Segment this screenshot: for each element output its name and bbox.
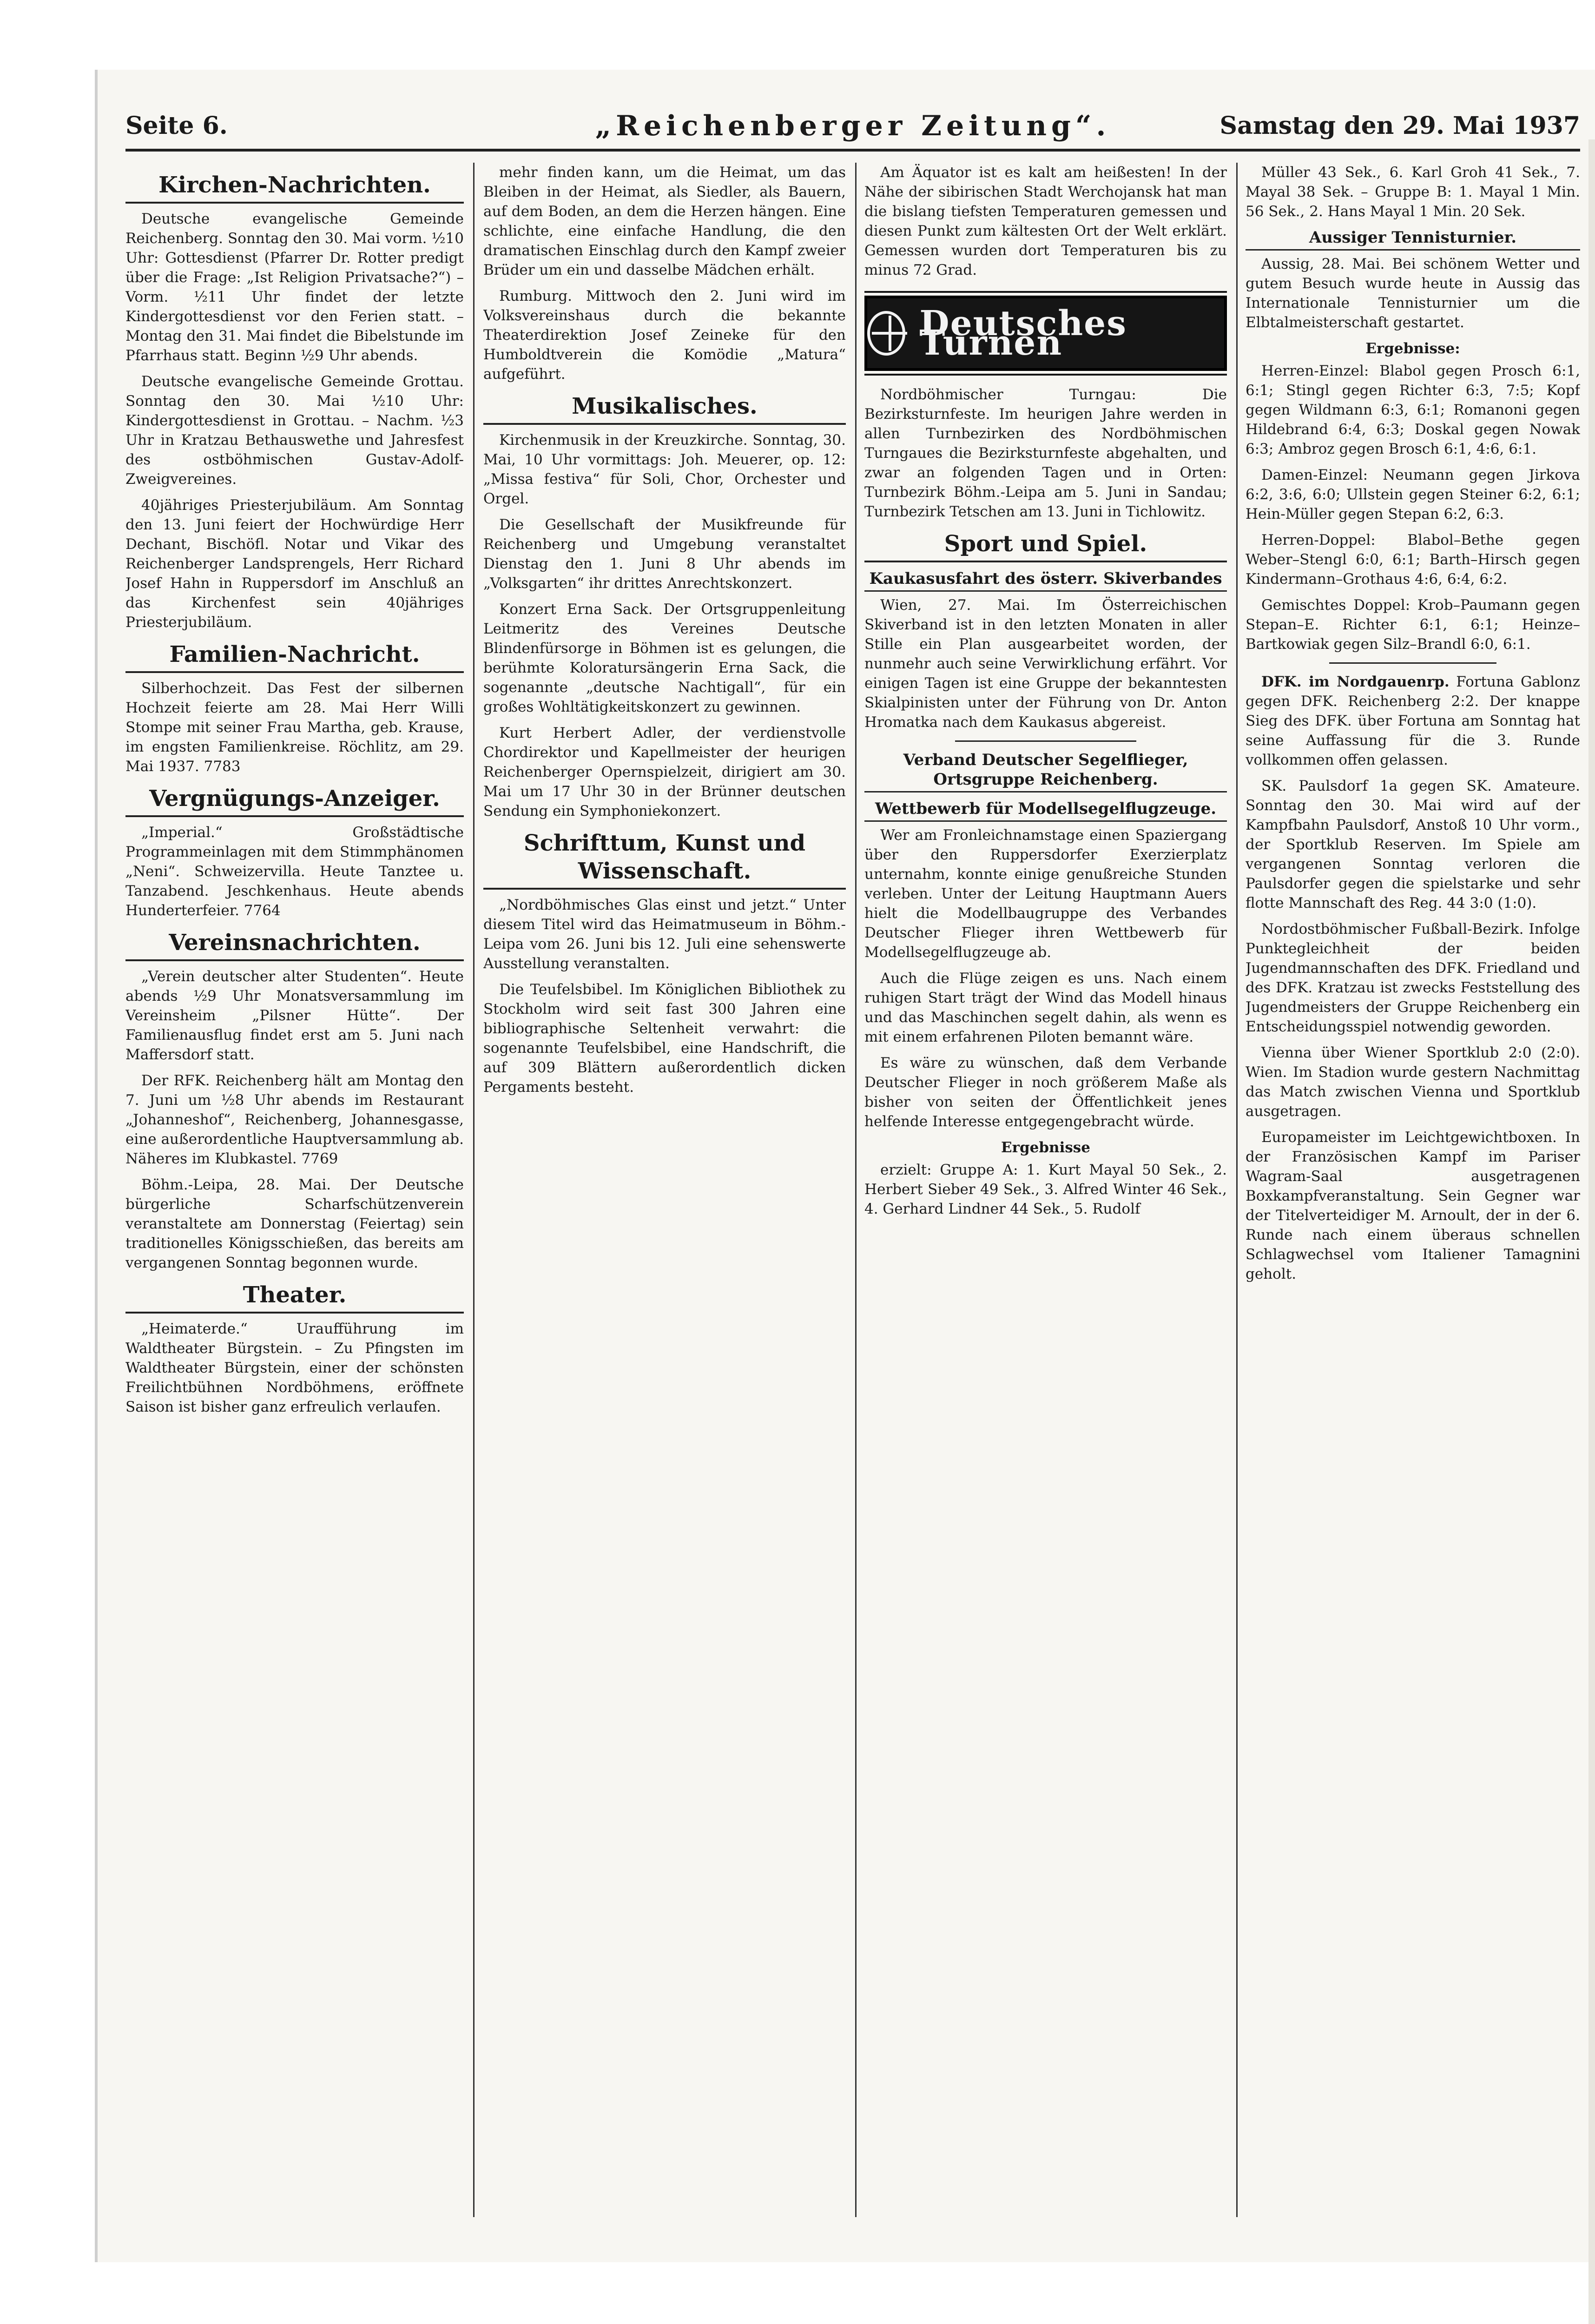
column-3 <box>864 163 1227 2217</box>
article-paragraph: Es wäre zu wünschen, daß dem Verbande Deutscher Flieger in noch größerem Maße als bisher von seiten der Öffentlichkeit jenes helfende Interesse entgegengebracht würde. <box>864 1055 1227 1130</box>
article-paragraph: Die Teufelsbibel. Im Königlichen Bibliothek zu Stockholm wird seit fast 300 Jahren eine bibliographische Seltenheit verwahrt: die sogenannte Teufelsbibel, eine Handschrift, die auf 309 Blättern außerordentlich dicken Pergaments besteht. <box>483 981 846 1096</box>
results-text: erzielt: Gruppe A: 1. Kurt Mayal 50 Sek., 2. Herbert Sieber 49 Sek., 3. Alfred Winter 46 Sek., 4. Gerhard Lindner 44 Sek., 5. Rudolf <box>864 1162 1227 1217</box>
article-paragraph: Der RFK. Reichenberg hält am Montag den 7. Juni um ½8 Uhr abends im Restaurant „Johanneshof“, Reichenberg, Johannesgasse, eine außerordentliche Hauptversammlung ab. Näheres im Klubkastel. 7769 <box>125 1072 464 1167</box>
column-1 <box>125 163 464 2217</box>
page-header <box>125 107 1580 152</box>
deutsches-turnen-banner <box>864 296 1227 371</box>
section-heading-familie: Familien-Nachricht. <box>125 640 464 673</box>
section-heading-verein: Vereinsnachrichten. <box>125 929 464 961</box>
results-text: Herren-Einzel: Blabol gegen Prosch 6:1, 6:1; Stingl gegen Richter 6:3, 7:5; Kopf gegen Wildmann 6:3, 6:1; Romanoni gegen Hildebrand 6:4, 6:3; Doskal gegen Nowak 6:3; Ambroz gegen Brosch 6:1, 4:6, 6:1. <box>1246 363 1580 457</box>
section-heading-sport: Sport und Spiel. <box>864 530 1227 562</box>
article-paragraph: „Heimaterde.“ Uraufführung im Waldtheater Bürgstein. – Zu Pfingsten im Waldtheater Bürgstein, einer der schönsten Freilichtbühnen Nordböhmens, eröffnete Saison ist bisher ganz erfreulich verlaufen. <box>125 1320 464 1415</box>
page-edge <box>1588 139 1595 2324</box>
column-divider <box>1236 163 1238 2217</box>
column-4 <box>1246 163 1580 2217</box>
article-paragraph: Böhm.-Leipa, 28. Mai. Der Deutsche bürgerliche Scharfschützenverein veranstaltete am Donnerstag (Feiertag) sein traditionelles Königsschießen, das bereits am vergangenen Sonntag begonnen wurde. <box>125 1176 464 1271</box>
article-paragraph: Deutsche evangelische Gemeinde Reichenberg. Sonntag den 30. Mai vorm. ½10 Uhr: Gottesdienst (Pfarrer Dr. Rotter predigt über die Frage: „Ist Religion Privatsache?“) – Vorm. ½11 Uhr findet der letzte Kindergottesdienst vor den Ferien statt. – Montag den 31. Mai findet die Bibelstunde im Pfarrhaus statt. Beginn ½9 Uhr abends. <box>125 211 464 364</box>
results-heading: Ergebnisse <box>1001 1139 1090 1156</box>
article-paragraph: Am Äquator ist es kalt am heißesten! In der Nähe der sibirischen Stadt Werchojansk hat man die bislang tiefsten Temperaturen gemessen und diesen Punkt zum kältesten Ort der Welt erklärt. Gemessen wurden dort Temperaturen bis zu minus 72 Grad. <box>864 164 1227 278</box>
results-text: Gemischtes Doppel: Krob–Paumann gegen Stepan–E. Richter 6:1, 6:1; Heinze–Bartkowiak gegen Silz–Brandl 6:0, 6:1. <box>1246 597 1580 653</box>
article-columns <box>125 163 1580 2217</box>
page-number: Seite 6. <box>125 112 228 140</box>
article-paragraph: „Nordböhmisches Glas einst und jetzt.“ Unter diesem Titel wird das Heimatmuseum in Böhm.-Leipa vom 26. Juni bis 12. Juli eine sehenswerte Ausstellung veranstalten. <box>483 897 846 972</box>
newspaper-page <box>98 70 1595 2262</box>
article-paragraph: Auch die Flüge zeigen es uns. Nach einem ruhigen Start trägt der Wind das Modell hinaus und das Maschinchen segelt dahin, als wenn es mit einem erfahrenen Piloten bemannt wäre. <box>864 970 1227 1045</box>
article-paragraph: Müller 43 Sek., 6. Karl Groh 41 Sek., 7. Mayal 38 Sek. – Gruppe B: 1. Mayal 1 Min. 56 Sek., 2. Hans Mayal 1 Min. 20 Sek. <box>1246 164 1580 220</box>
article-paragraph: Silberhochzeit. Das Fest der silbernen Hochzeit feierte am 28. Mai Herr Willi Stompe mit seiner Frau Martha, geb. Krause, im engsten Familienkreise. Röchlitz, am 29. Mai 1937. 7783 <box>125 680 464 775</box>
article-paragraph: Wien, 27. Mai. Im Österreichischen Skiverband ist in den letzten Monaten in aller Stille ein Plan ausgearbeitet worden, der nunmehr auch seine Verwirklichung erfährt. Vor einigen Tagen ist eine Gruppe der bekanntesten Skialpinisten unter der Führung von Dr. Anton Hromatka nach dem Kaukasus abgereist. <box>864 597 1227 731</box>
article-paragraph: SK. Paulsdorf 1a gegen SK. Amateure. Sonntag den 30. Mai wird auf der Kampfbahn Paulsdorf, Anstoß 10 Uhr vorm., der Sportklub Reserven. Im Spiele am vergangenen Sonntag verloren die Paulsdorfer gegen die spielstarke und sehr flotte Mannschaft des Reg. 44 3:0 (1:0). <box>1246 778 1580 911</box>
article-paragraph: 40jähriges Priesterjubiläum. Am Sonntag den 13. Juni feiert der Hochwürdige Herr Dechant, Bischöfl. Notar und Vikar des Reichenberger Landsprengels, Herr Richard Josef Hahn in Ruppersdorf im Anschluß an das Kirchenfest sein 40jähriges Priesterjubiläum. <box>125 497 464 631</box>
newspaper-title: „Reichenberger Zeitung“. <box>595 110 1111 142</box>
column-divider <box>855 163 857 2217</box>
article-subheading: Kaukasusfahrt des österr. Skiverbandes <box>864 569 1227 592</box>
divider <box>955 740 1136 742</box>
section-heading-schrifttum: Schrifttum, Kunst und Wissenschaft. <box>483 829 846 890</box>
article-paragraph: Aussig, 28. Mai. Bei schönem Wetter und gutem Besuch wurde heute in Aussig das Internationale Tennisturnier um die Elbtalmeisterschaft gestartet. <box>1246 256 1580 331</box>
article-paragraph: Europameister im Leichtgewichtboxen. In der Französischen Kampf im Pariser Wagram-Saal ausgetragenen Boxkampfveranstaltung. Sein Gegner war der Titelverteidiger M. Arnoult, der in der 6. Runde nach einem überaus schnellen Schlagwechsel vom Italiener Tamagnini geholt. <box>1246 1129 1580 1282</box>
banner-title: Deutsches Turnen <box>919 304 1127 363</box>
article-paragraph: Nordböhmischer Turngau: Die Bezirksturnfeste. Im heurigen Jahre werden in allen Turnbezirken des Nordböhmischen Turngaues die Bezirksturnfeste abgehalten, und zwar an folgenden Tagen und in Orten: Turnbezirk Böhm.-Leipa am 5. Juni in Sandau; Turnbezirk Tetschen am 13. Juni in Tichlowitz. <box>864 386 1227 520</box>
section-heading-vergnuegung: Vergnügungs-Anzeiger. <box>125 785 464 817</box>
article-paragraph: Konzert Erna Sack. Der Ortsgruppenleitung Leitmeritz des Vereines Deutsche Blindenfürsorge in Böhmen ist es gelungen, die berühmte Koloratursängerin Erna Sack, die sogenannte „deutsche Nachtigall“, für ein großes Wohltätigkeitskonzert zu gewinnen. <box>483 601 846 715</box>
results-heading: Ergebnisse: <box>1365 340 1460 357</box>
article-paragraph <box>1246 672 1580 770</box>
article-paragraph: Kirchenmusik in der Kreuzkirche. Sonntag, 30. Mai, 10 Uhr vormittags: Joh. Meuerer, op. 12: „Missa festiva“ für Soli, Chor, Orchester und Orgel. <box>483 432 846 507</box>
article-paragraph: Deutsche evangelische Gemeinde Grottau. Sonntag den 30. Mai ½10 Uhr: Kindergottesdienst in Grottau. – Nachm. ½3 Uhr in Kratzau Bethauswethe und Jahresfest des ostböhmischen Gustav-Adolf-Zweigvereines. <box>125 373 464 488</box>
section-heading-musik: Musikalisches. <box>483 392 846 425</box>
section-heading-theater: Theater. <box>125 1281 464 1314</box>
article-text: Fortuna Gablonz gegen DFK. Reichenberg 2:2. Der knappe Sieg des DFK. über Fortuna am Sonntag hat seine Auffassung für die 3. Runde vollkommen offen gelassen. <box>1246 673 1580 768</box>
article-subheading: Wettbewerb für Modellsegelflugzeuge. <box>864 799 1227 822</box>
section-heading-kirchen: Kirchen-Nachrichten. <box>125 171 464 204</box>
article-paragraph: „Imperial.“ Großstädtische Programmeinlagen mit dem Stimmphänomen „Neni“. Schweizervilla. Heute Tanztee u. Tanzabend. Jeschkenhaus. Heute abends Hunderterfeier. 7764 <box>125 824 464 919</box>
tennis-results <box>1246 339 1580 654</box>
article-paragraph: Wer am Fronleichnamstage einen Spaziergang über den Ruppersdorfer Exerzierplatz unternahm, konnte einige genußreiche Stunden verleben. Unter der Leitung Hauptmann Auers hielt die Modellbaugruppe des Verbandes Deutscher Flieger ihren Wettbewerb für Modellsegelflugzeuge ab. <box>864 827 1227 961</box>
divider <box>1329 662 1496 664</box>
article-paragraph: mehr finden kann, um die Heimat, um das Bleiben in der Heimat, als Siedler, als Bauern, auf dem Boden, an dem die Herzen hängen. Eine schlichte, eine einfache Handlung, die den dramatischen Einschlag durch den Kampf zweier Brüder um ein und dasselbe Mädchen erhält. <box>483 164 846 278</box>
article-subheading: Aussiger Tennisturnier. <box>1246 228 1580 251</box>
article-paragraph: „Verein deutscher alter Studenten“. Heute abends ½9 Uhr Monatsversammlung im Vereinsheim „Pilsner Hütte“. Der Familienausflug findet erst am 5. Juni nach Maffersdorf statt. <box>125 968 464 1063</box>
article-lead: DFK. im Nordgauenrp. <box>1261 673 1450 690</box>
article-paragraph: Nordostböhmischer Fußball-Bezirk. Infolge Punktegleichheit der beiden Jugendmannschaften des DFK. Friedland und des DFK. Kratzau ist zwecks Feststellung des Jugendmeisters der Gruppe Reichenberg ein Entscheidungsspiel notwendig geworden. <box>1246 921 1580 1035</box>
article-paragraph: Rumburg. Mittwoch den 2. Juni wird im Volksvereinshaus durch die bekannte Theaterdirektion Josef Zeineke für den Humboldtverein die Komödie „Matura“ aufgeführt. <box>483 288 846 383</box>
results-text: Damen-Einzel: Neumann gegen Jirkova 6:2, 3:6, 6:0; Ullstein gegen Steiner 6:2, 6:1; Hein-Müller gegen Stepan 6:2, 6:3. <box>1246 467 1580 522</box>
turner-cross-icon <box>867 311 905 356</box>
results-block <box>864 1138 1227 1219</box>
column-divider <box>473 163 475 2217</box>
article-subheading: Verband Deutscher Segelflieger, Ortsgruppe Reichenberg. <box>864 750 1227 792</box>
column-2 <box>483 163 846 2217</box>
article-paragraph: Die Gesellschaft der Musikfreunde für Reichenberg und Umgebung veranstaltet Dienstag den 1. Juni 8 Uhr abends im „Volksgarten“ ihr drittes Anrechtskonzert. <box>483 516 846 592</box>
issue-date: Samstag den 29. Mai 1937 <box>1219 112 1580 140</box>
results-text: Herren-Doppel: Blabol–Bethe gegen Weber–Stengl 6:0, 6:1; Barth–Hirsch gegen Kindermann–Grothaus 4:6, 6:4, 6:2. <box>1246 532 1580 588</box>
article-paragraph: Kurt Herbert Adler, der verdienstvolle Chordirektor und Kapellmeister der heurigen Reichenberger Opernspielzeit, dirigiert am 30. Mai um 17 Uhr 30 in der Brünner deutschen Sendung ein Symphoniekonzert. <box>483 725 846 819</box>
article-paragraph: Vienna über Wiener Sportklub 2:0 (2:0). Wien. Im Stadion wurde gestern Nachmittag das Match zwischen Vienna und Sportklub ausgetragen. <box>1246 1044 1580 1120</box>
